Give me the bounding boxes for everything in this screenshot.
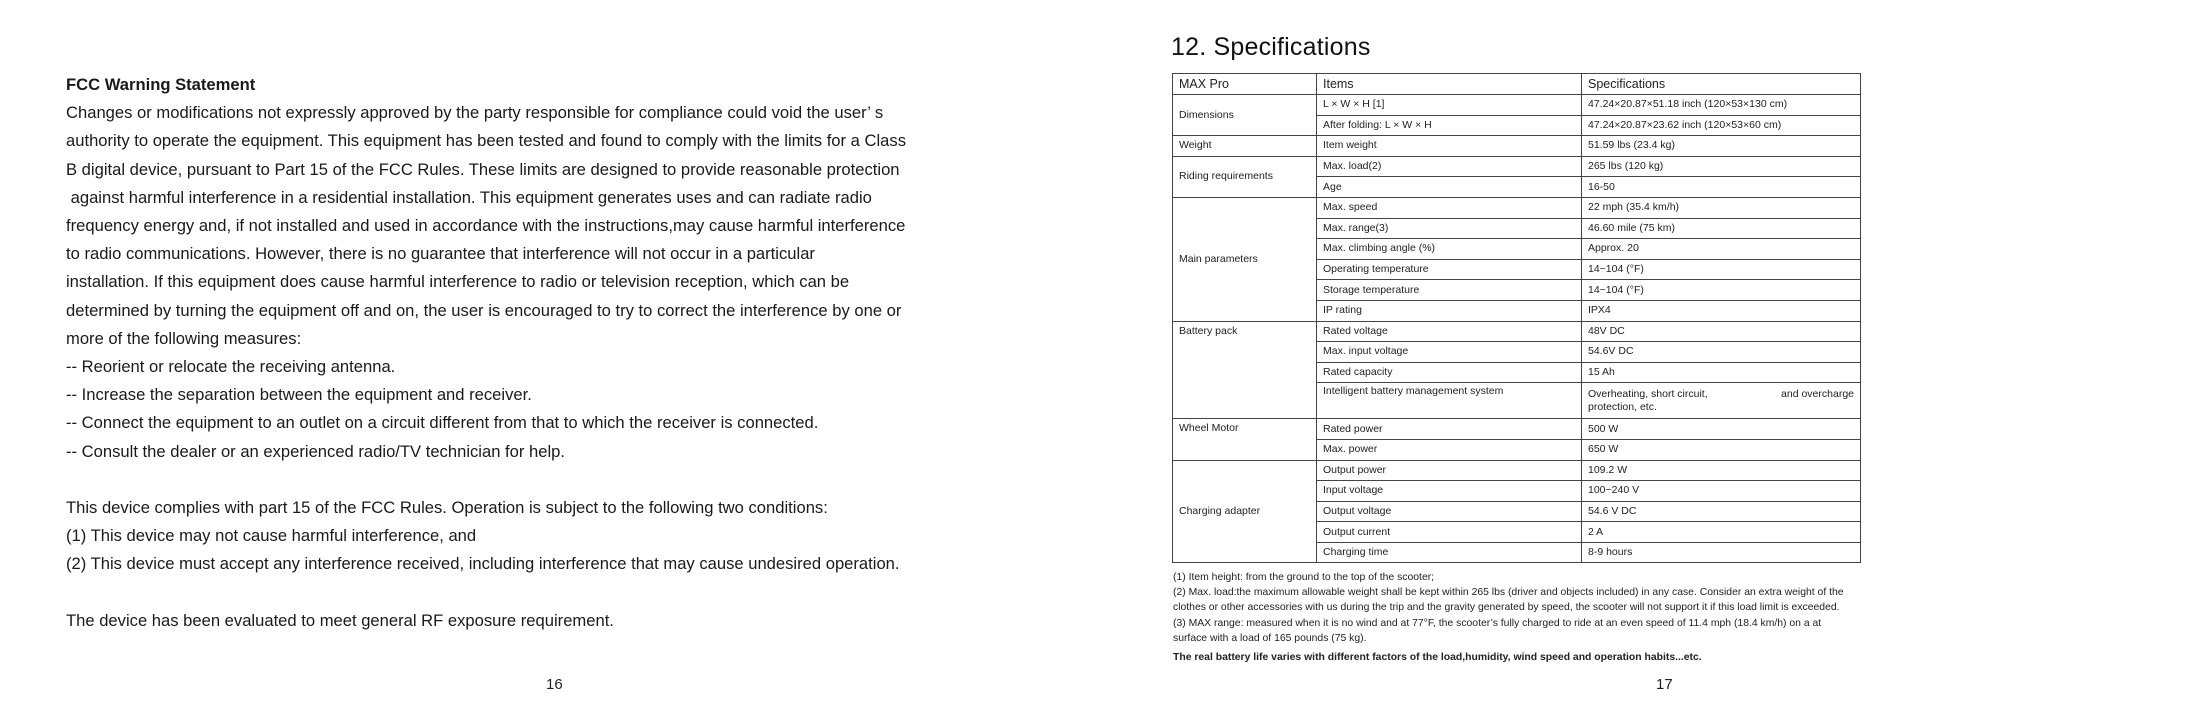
item-cell: Max. power	[1317, 439, 1582, 460]
footnotes	[1173, 570, 1993, 665]
fcc-paragraph-1	[66, 99, 1026, 466]
group-main-parameters: Main parameters	[1173, 197, 1317, 321]
spec-cell: 265 lbs (120 kg)	[1582, 156, 1861, 177]
table-row	[1173, 419, 1861, 440]
group-weight: Weight	[1173, 136, 1317, 157]
group-wheel-motor: Wheel Motor	[1173, 419, 1317, 460]
spec-cell: 15 Ah	[1582, 362, 1861, 383]
footnote: clothes or other accessories with us during the trip and the gravity generated by speed, the scooter will not support it if this load limit is exceeded.	[1173, 602, 1840, 614]
text-line: Changes or modifications not expressly approved by the party responsible for compliance could void the user’ s	[66, 103, 884, 123]
spec-cell: 8-9 hours	[1582, 542, 1861, 563]
paragraph-gap	[66, 466, 1026, 494]
item-cell: After folding: L × W × H	[1317, 115, 1582, 136]
group-riding-requirements: Riding requirements	[1173, 156, 1317, 197]
spec-line	[1588, 388, 1854, 401]
fcc-paragraph-2	[66, 494, 1026, 579]
table-header-row	[1173, 74, 1861, 95]
item-cell: L × W × H [1]	[1317, 95, 1582, 116]
item-cell: Item weight	[1317, 136, 1582, 157]
measure-item: -- Reorient or relocate the receiving antenna.	[66, 357, 396, 377]
measure-item: -- Consult the dealer or an experienced radio/TV technician for help.	[66, 441, 566, 461]
text-line: frequency energy and, if not installed and used in accordance with the instructions,may cause harmful interference	[66, 216, 906, 236]
measure-item: -- Increase the separation between the equipment and receiver.	[66, 385, 532, 405]
group-charging-adapter: Charging adapter	[1173, 460, 1317, 563]
spec-text: and overcharge	[1781, 387, 1854, 400]
table-row	[1173, 197, 1861, 218]
table-row	[1173, 460, 1861, 481]
item-cell: Storage temperature	[1317, 280, 1582, 301]
item-cell: Rated voltage	[1317, 321, 1582, 342]
spec-cell: 14~104 (°F)	[1582, 280, 1861, 301]
item-cell: Max. load(2)	[1317, 156, 1582, 177]
group-dimensions: Dimensions	[1173, 95, 1317, 136]
spec-cell: IPX4	[1582, 300, 1861, 321]
header-items: Items	[1317, 74, 1582, 95]
measure-item: -- Connect the equipment to an outlet on a circuit different from that to which the receiver is connected.	[66, 413, 819, 433]
fcc-warning-section	[66, 71, 1026, 635]
spec-cell: 2 A	[1582, 522, 1861, 543]
header-model: MAX Pro	[1173, 74, 1317, 95]
item-cell: Rated power	[1317, 419, 1582, 440]
page-number: 17	[1656, 676, 1673, 693]
text-line: more of the following measures:	[66, 328, 302, 348]
spec-cell: 54.6V DC	[1582, 342, 1861, 363]
specifications-title: 12. Specifications	[1171, 33, 1371, 61]
footnote: (2) Max. load:the maximum allowable weight shall be kept within 265 lbs (driver and objects included) in any case. Consider an extra weight of the	[1173, 587, 1844, 599]
table-row	[1173, 321, 1861, 342]
specifications-table	[1172, 73, 1861, 563]
text-line: installation. If this equipment does cause harmful interference to radio or television reception, which can be	[66, 272, 850, 292]
spec-cell: 46.60 mile (75 km)	[1582, 218, 1861, 239]
item-cell: Input voltage	[1317, 481, 1582, 502]
text-line: B digital device, pursuant to Part 15 of the FCC Rules. These limits are designed to provide reasonable protection	[66, 159, 900, 179]
spec-cell: 47.24×20.87×23.62 inch (120×53×60 cm)	[1582, 115, 1861, 136]
condition-item: (2) This device must accept any interference received, including interference that may cause undesired operation.	[66, 554, 900, 574]
spec-cell: 100~240 V	[1582, 481, 1861, 502]
spec-cell: 14~104 (°F)	[1582, 259, 1861, 280]
table-row	[1173, 136, 1861, 157]
footnote: (1) Item height: from the ground to the top of the scooter;	[1173, 572, 1435, 583]
condition-item: (1) This device may not cause harmful interference, and	[66, 526, 477, 546]
item-cell: Max. range(3)	[1317, 218, 1582, 239]
group-battery-pack: Battery pack	[1173, 321, 1317, 419]
fcc-warning-title: FCC Warning Statement	[66, 75, 256, 94]
item-cell: Max. input voltage	[1317, 342, 1582, 363]
table-row	[1173, 156, 1861, 177]
item-cell: Charging time	[1317, 542, 1582, 563]
spec-cell: 16-50	[1582, 177, 1861, 198]
right-page	[1099, 0, 2198, 720]
item-cell: Max. climbing angle (%)	[1317, 239, 1582, 260]
footnote: (3) MAX range: measured when it is no wind and at 77°F, the scooter’s fully charged to ride at an even speed of 11.4 mph (18.4 km/h) on a at	[1173, 617, 1822, 629]
text-line: This device complies with part 15 of the FCC Rules. Operation is subject to the following two conditions:	[66, 498, 828, 518]
page-number: 16	[546, 676, 563, 693]
item-cell: Output voltage	[1317, 501, 1582, 522]
header-specifications: Specifications	[1582, 74, 1861, 95]
text-line: to radio communications. However, there is no guarantee that interference will not occur in a particular	[66, 244, 815, 264]
paragraph-gap	[66, 579, 1026, 607]
table-row	[1173, 95, 1861, 116]
spec-cell: 51.59 lbs (23.4 kg)	[1582, 136, 1861, 157]
text-line: against harmful interference in a residential installation. This equipment generates uses and can radiate radio	[66, 187, 872, 207]
item-cell: Output current	[1317, 522, 1582, 543]
item-cell: Output power	[1317, 460, 1582, 481]
item-cell: Intelligent battery management system	[1317, 383, 1582, 419]
spec-cell-bms	[1582, 383, 1861, 419]
item-cell: Operating temperature	[1317, 259, 1582, 280]
spec-text: protection, etc.	[1588, 400, 1657, 413]
item-cell: Rated capacity	[1317, 362, 1582, 383]
text-line: authority to operate the equipment. This equipment has been tested and found to comply with the limits for a Class	[66, 131, 907, 151]
spec-cell: 22 mph (35.4 km/h)	[1582, 197, 1861, 218]
spec-text: Overheating, short circuit,	[1588, 387, 1708, 400]
spec-cell: 48V DC	[1582, 321, 1861, 342]
text-line: determined by turning the equipment off and on, the user is encouraged to try to correct the interference by one or	[66, 300, 902, 320]
spec-cell: 109.2 W	[1582, 460, 1861, 481]
footnote: surface with a load of 165 pounds (75 kg).	[1173, 632, 1367, 644]
spec-cell: 54.6 V DC	[1582, 501, 1861, 522]
spec-cell: 500 W	[1582, 419, 1861, 440]
spec-cell: 47.24×20.87×51.18 inch (120×53×130 cm)	[1582, 95, 1861, 116]
item-cell: Age	[1317, 177, 1582, 198]
rf-exposure-statement: The device has been evaluated to meet general RF exposure requirement.	[66, 610, 614, 630]
item-cell: IP rating	[1317, 300, 1582, 321]
battery-life-note: The real battery life varies with different factors of the load,humidity, wind speed and operation habits...etc.	[1173, 652, 1702, 664]
spec-cell: Approx. 20	[1582, 239, 1861, 260]
item-cell: Max. speed	[1317, 197, 1582, 218]
spec-cell: 650 W	[1582, 439, 1861, 460]
